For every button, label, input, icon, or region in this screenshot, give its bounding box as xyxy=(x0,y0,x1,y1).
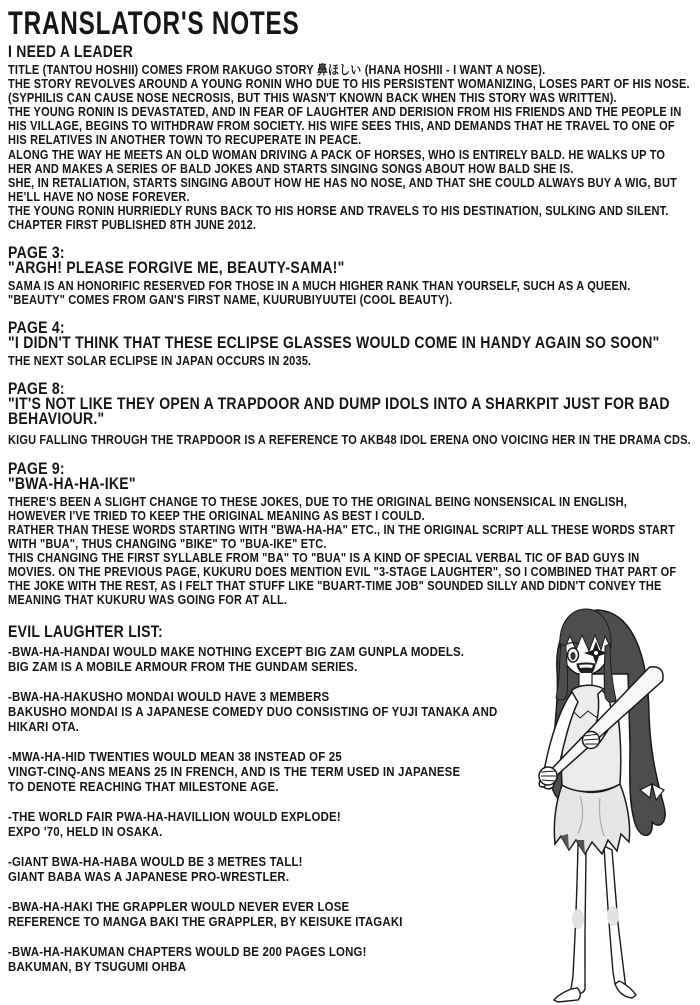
joke-line: -BWA-HA-HAKI THE GRAPPLER WOULD NEVER EVER LOSE xyxy=(8,899,350,915)
note-line: RATHER THAN THESE WORDS STARTING WITH "BWA-HA-HA" ETC., IN THE ORIGINAL SCRIPT ALL THESE WORDS START xyxy=(8,522,676,537)
section-page-3 xyxy=(8,245,700,307)
note-line: TO DENOTE REACHING THAT MILESTONE AGE. xyxy=(8,779,279,795)
note-line: BAKUMAN, BY TSUGUMI OHBA xyxy=(8,959,187,975)
note-line: MOVIES. ON THE PREVIOUS PAGE, KUKURU DOES MENTION EVIL "3-STAGE LAUGHTER", SO I COMBINED THAT PART OF xyxy=(8,564,677,579)
note-line: HIS VILLAGE, BEGINS TO WITHDRAW FROM SOCIETY. HIS WIFE SEES THIS, AND DEMANDS THAT HE TRAVEL TO ONE OF xyxy=(8,119,675,134)
section-page-9 xyxy=(8,461,700,608)
quote-line: "IT'S NOT LIKE THEY OPEN A TRAPDOOR AND DUMP IDOLS INTO A SHARKPIT JUST FOR BAD xyxy=(8,395,670,414)
note-line: VINGT-CINQ-ANS MEANS 25 IN FRENCH, AND IS THE TERM USED IN JAPANESE xyxy=(8,764,461,780)
note-line: THE YOUNG RONIN IS DEVASTATED, AND IN FEAR OF LAUGHTER AND DERISION FROM HIS FRIENDS AND THE PEOPLE IN xyxy=(8,105,682,120)
section-heading: PAGE 8: xyxy=(8,380,65,399)
note-line: EXPO '70, HELD IN OSAKA. xyxy=(8,824,163,840)
note-line: HOWEVER I'VE TRIED TO KEEP THE ORIGINAL MEANING AS BEST I COULD. xyxy=(8,508,425,523)
page-title: TRANSLATOR'S NOTES xyxy=(8,5,300,41)
note-line: THERE'S BEEN A SLIGHT CHANGE TO THESE JOKES, DUE TO THE ORIGINAL BEING NONSENSICAL IN ENGLISH, xyxy=(8,494,627,509)
note-line: REFERENCE TO MANGA BAKI THE GRAPPLER, BY KEISUKE ITAGAKI xyxy=(8,914,403,930)
note-line: CHAPTER FIRST PUBLISHED 8TH JUNE 2012. xyxy=(8,218,257,233)
note-line: BIG ZAM IS A MOBILE ARMOUR FROM THE GUNDAM SERIES. xyxy=(8,659,358,675)
note-line: TITLE (TANTOU HOSHII) COMES FROM RAKUGO STORY 鼻ほしい (HANA HOSHII - I WANT A NOSE). xyxy=(8,63,546,77)
joke-line: -BWA-HA-HANDAI WOULD MAKE NOTHING EXCEPT BIG ZAM GUNPLA MODELS. xyxy=(8,644,465,660)
section-page-8 xyxy=(8,381,700,447)
teeth xyxy=(579,665,593,669)
knee-shade xyxy=(572,909,584,929)
section-i-need-a-leader xyxy=(8,44,700,232)
note-line: KIGU FALLING THROUGH THE TRAPDOOR IS A REFERENCE TO AKB48 IDOL ERENA ONO VOICING HER IN THE DRAMA CDS. xyxy=(8,433,691,448)
note-line: HIS RELATIVES IN ANOTHER TOWN TO RECUPERATE IN PEACE. xyxy=(8,133,362,148)
neck xyxy=(579,673,592,686)
note-line: THE JOKE WITH THE REST, AS I FELT THAT STUFF LIKE "BUART-TIME JOB" SOUNDED SILLY AND DIDN'T CONVEY THE xyxy=(8,579,662,594)
note-line: THE STORY REVOLVES AROUND A YOUNG RONIN WHO DUE TO HIS PERSISTENT WOMANIZING, LOSES PART OF HIS NOSE. xyxy=(8,77,690,92)
note-line: SAMA IS AN HONORIFIC RESERVED FOR THOSE IN A MUCH HIGHER RANK THAN YOURSELF, SUCH AS A QUEEN. xyxy=(8,279,631,294)
note-line: (SYPHILIS CAN CAUSE NOSE NECROSIS, BUT THIS WASN'T KNOWN BACK WHEN THIS STORY WAS WRITTEN). xyxy=(8,91,617,106)
section-heading: I NEED A LEADER xyxy=(8,43,134,61)
note-line: "BEAUTY" COMES FROM GAN'S FIRST NAME, KUURUBIYUUTEI (COOL BEAUTY). xyxy=(8,293,453,308)
section-heading: EVIL LAUGHTER LIST: xyxy=(8,623,163,642)
section-heading: PAGE 9: xyxy=(8,459,65,478)
note-line: SHE, IN RETALIATION, STARTS SINGING ABOUT HOW HE HAS NO NOSE, AND THAT SHE COULD ALWAYS BUY A WIG, BUT xyxy=(8,175,678,190)
feet xyxy=(554,981,636,1002)
note-line: WITH "BUA", THUS CHANGING "BIKE" TO "BUA-IKE" ETC. xyxy=(8,536,327,551)
section-heading: PAGE 3: xyxy=(8,244,65,263)
quote-line: "I DIDN'T THINK THAT THESE ECLIPSE GLASSES WOULD COME IN HANDY AGAIN SO SOON" xyxy=(8,334,660,353)
knee-shade xyxy=(607,906,619,926)
joke-line: -BWA-HA-HAKUSHO MONDAI WOULD HAVE 3 MEMBERS xyxy=(8,689,330,705)
note-line: HE'LL HAVE NO NOSE FOREVER. xyxy=(8,189,190,204)
quote-line: BEHAVIOUR." xyxy=(8,410,105,429)
joke-line: -GIANT BWA-HA-HABA WOULD BE 3 METRES TALL! xyxy=(8,854,303,870)
joke-line: -MWA-HA-HID TWENTIES WOULD MEAN 38 INSTEAD OF 25 xyxy=(8,749,342,765)
joke-line: -THE WORLD FAIR PWA-HA-HAVILLION WOULD EXPLODE! xyxy=(8,809,341,825)
quote-line: "ARGH! PLEASE FORGIVE ME, BEAUTY-SAMA!" xyxy=(8,259,345,278)
note-line: THIS CHANGING THE FIRST SYLLABLE FROM "BA" TO "BUA" IS A KIND OF SPECIAL VERBAL TIC OF BAD GUYS IN xyxy=(8,550,640,565)
star-eye-highlight xyxy=(594,651,598,655)
note-line: THE YOUNG RONIN HURRIEDLY RUNS BACK TO HIS HORSE AND TRAVELS TO HIS DESTINATION, SULKING AND SILENT. xyxy=(8,203,669,218)
character-illustration xyxy=(528,604,700,1004)
quote-line: "BWA-HA-HA-IKE" xyxy=(8,474,136,493)
left-pupil xyxy=(570,652,575,660)
section-page-4 xyxy=(8,320,700,368)
note-line: ALONG THE WAY HE MEETS AN OLD WOMAN DRIVING A PACK OF HORSES, WHO IS ENTIRELY BALD. HE WALKS UP TO xyxy=(8,147,666,162)
note-line: MEANING THAT KUKURU WAS GOING FOR AT ALL. xyxy=(8,593,288,608)
note-line: HER AND MAKES A SERIES OF BALD JOKES AND STARTS SINGING SONGS ABOUT HOW BALD SHE IS. xyxy=(8,161,574,176)
note-line: THE NEXT SOLAR ECLIPSE IN JAPAN OCCURS IN 2035. xyxy=(8,354,312,369)
section-heading: PAGE 4: xyxy=(8,319,65,338)
note-line: BAKUSHO MONDAI IS A JAPANESE COMEDY DUO CONSISTING OF YUJI TANAKA AND xyxy=(8,704,498,720)
joke-line: -BWA-HA-HAKUMAN CHAPTERS WOULD BE 200 PAGES LONG! xyxy=(8,944,367,960)
note-line: HIKARI OTA. xyxy=(8,719,80,735)
note-line: GIANT BABA WAS A JAPANESE PRO-WRESTLER. xyxy=(8,869,290,885)
